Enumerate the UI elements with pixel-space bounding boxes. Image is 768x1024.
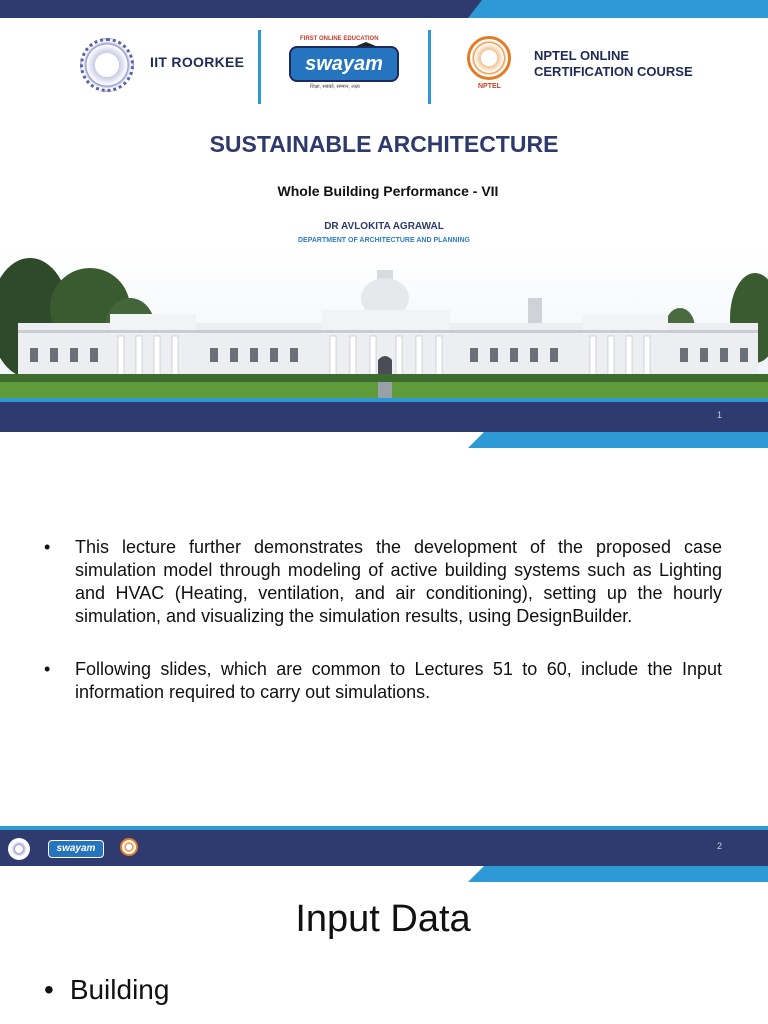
swayam-subtext: शिक्षा, सबको, सम्मान, लक्ष्य xyxy=(310,84,360,90)
slide-1 xyxy=(0,0,768,448)
swayam-tagline: FIRST ONLINE EDUCATION xyxy=(300,36,379,42)
bullet-item: • This lecture further demonstrates the development of the proposed case simulation model through modeling of active building systems such as Lighting and HVAC (Heating, ventilation, and air conditioning), setting up the hourly simulation, and visualizing the simulation results, using DesignBuilder. xyxy=(44,536,722,628)
course-title: SUSTAINABLE ARCHITECTURE xyxy=(209,131,559,157)
nptel-small-label: NPTEL xyxy=(478,83,501,90)
nptel-line-1: NPTEL ONLINE xyxy=(534,48,630,63)
slide-2 xyxy=(0,448,768,882)
page-number: 1 xyxy=(716,410,722,420)
slide-3 xyxy=(0,882,768,1024)
footer-accent xyxy=(468,432,768,448)
author-name: DR AVLOKITA AGRAWAL xyxy=(324,221,444,232)
logo-divider xyxy=(428,30,431,104)
top-stripe xyxy=(0,0,768,18)
bullet-item xyxy=(44,974,169,1006)
swayam-logo: swayam xyxy=(289,46,399,82)
bullet-list xyxy=(44,536,722,734)
nptel-logo-icon xyxy=(120,838,138,856)
bullet-item: • Following slides, which are common to Lectures 51 to 60, include the Input information required to carry out simulations. xyxy=(44,658,722,704)
main-building-photo xyxy=(0,248,768,398)
department-name: DEPARTMENT OF ARCHITECTURE AND PLANNING xyxy=(297,237,470,244)
footer-accent xyxy=(468,866,768,882)
page-number: 2 xyxy=(716,841,722,851)
slide-title: Input Data xyxy=(295,898,471,940)
footer-band xyxy=(0,398,768,432)
iit-roorkee-logo-icon xyxy=(80,38,134,92)
bullet-text: Building xyxy=(69,974,170,1005)
logo-row xyxy=(0,28,768,108)
logo-divider xyxy=(258,30,261,104)
footer-band xyxy=(0,826,768,866)
bullet-dot: • xyxy=(44,974,54,1005)
nptel-logo-icon xyxy=(467,36,511,80)
lecture-subtitle: Whole Building Performance - VII xyxy=(277,183,499,199)
nptel-line-2: CERTIFICATION COURSE xyxy=(534,64,693,79)
iit-roorkee-logo-icon xyxy=(8,838,30,860)
swayam-logo: swayam xyxy=(48,840,104,858)
nptel-course-label xyxy=(534,48,693,80)
iit-roorkee-label: IIT ROORKEE xyxy=(150,54,245,70)
